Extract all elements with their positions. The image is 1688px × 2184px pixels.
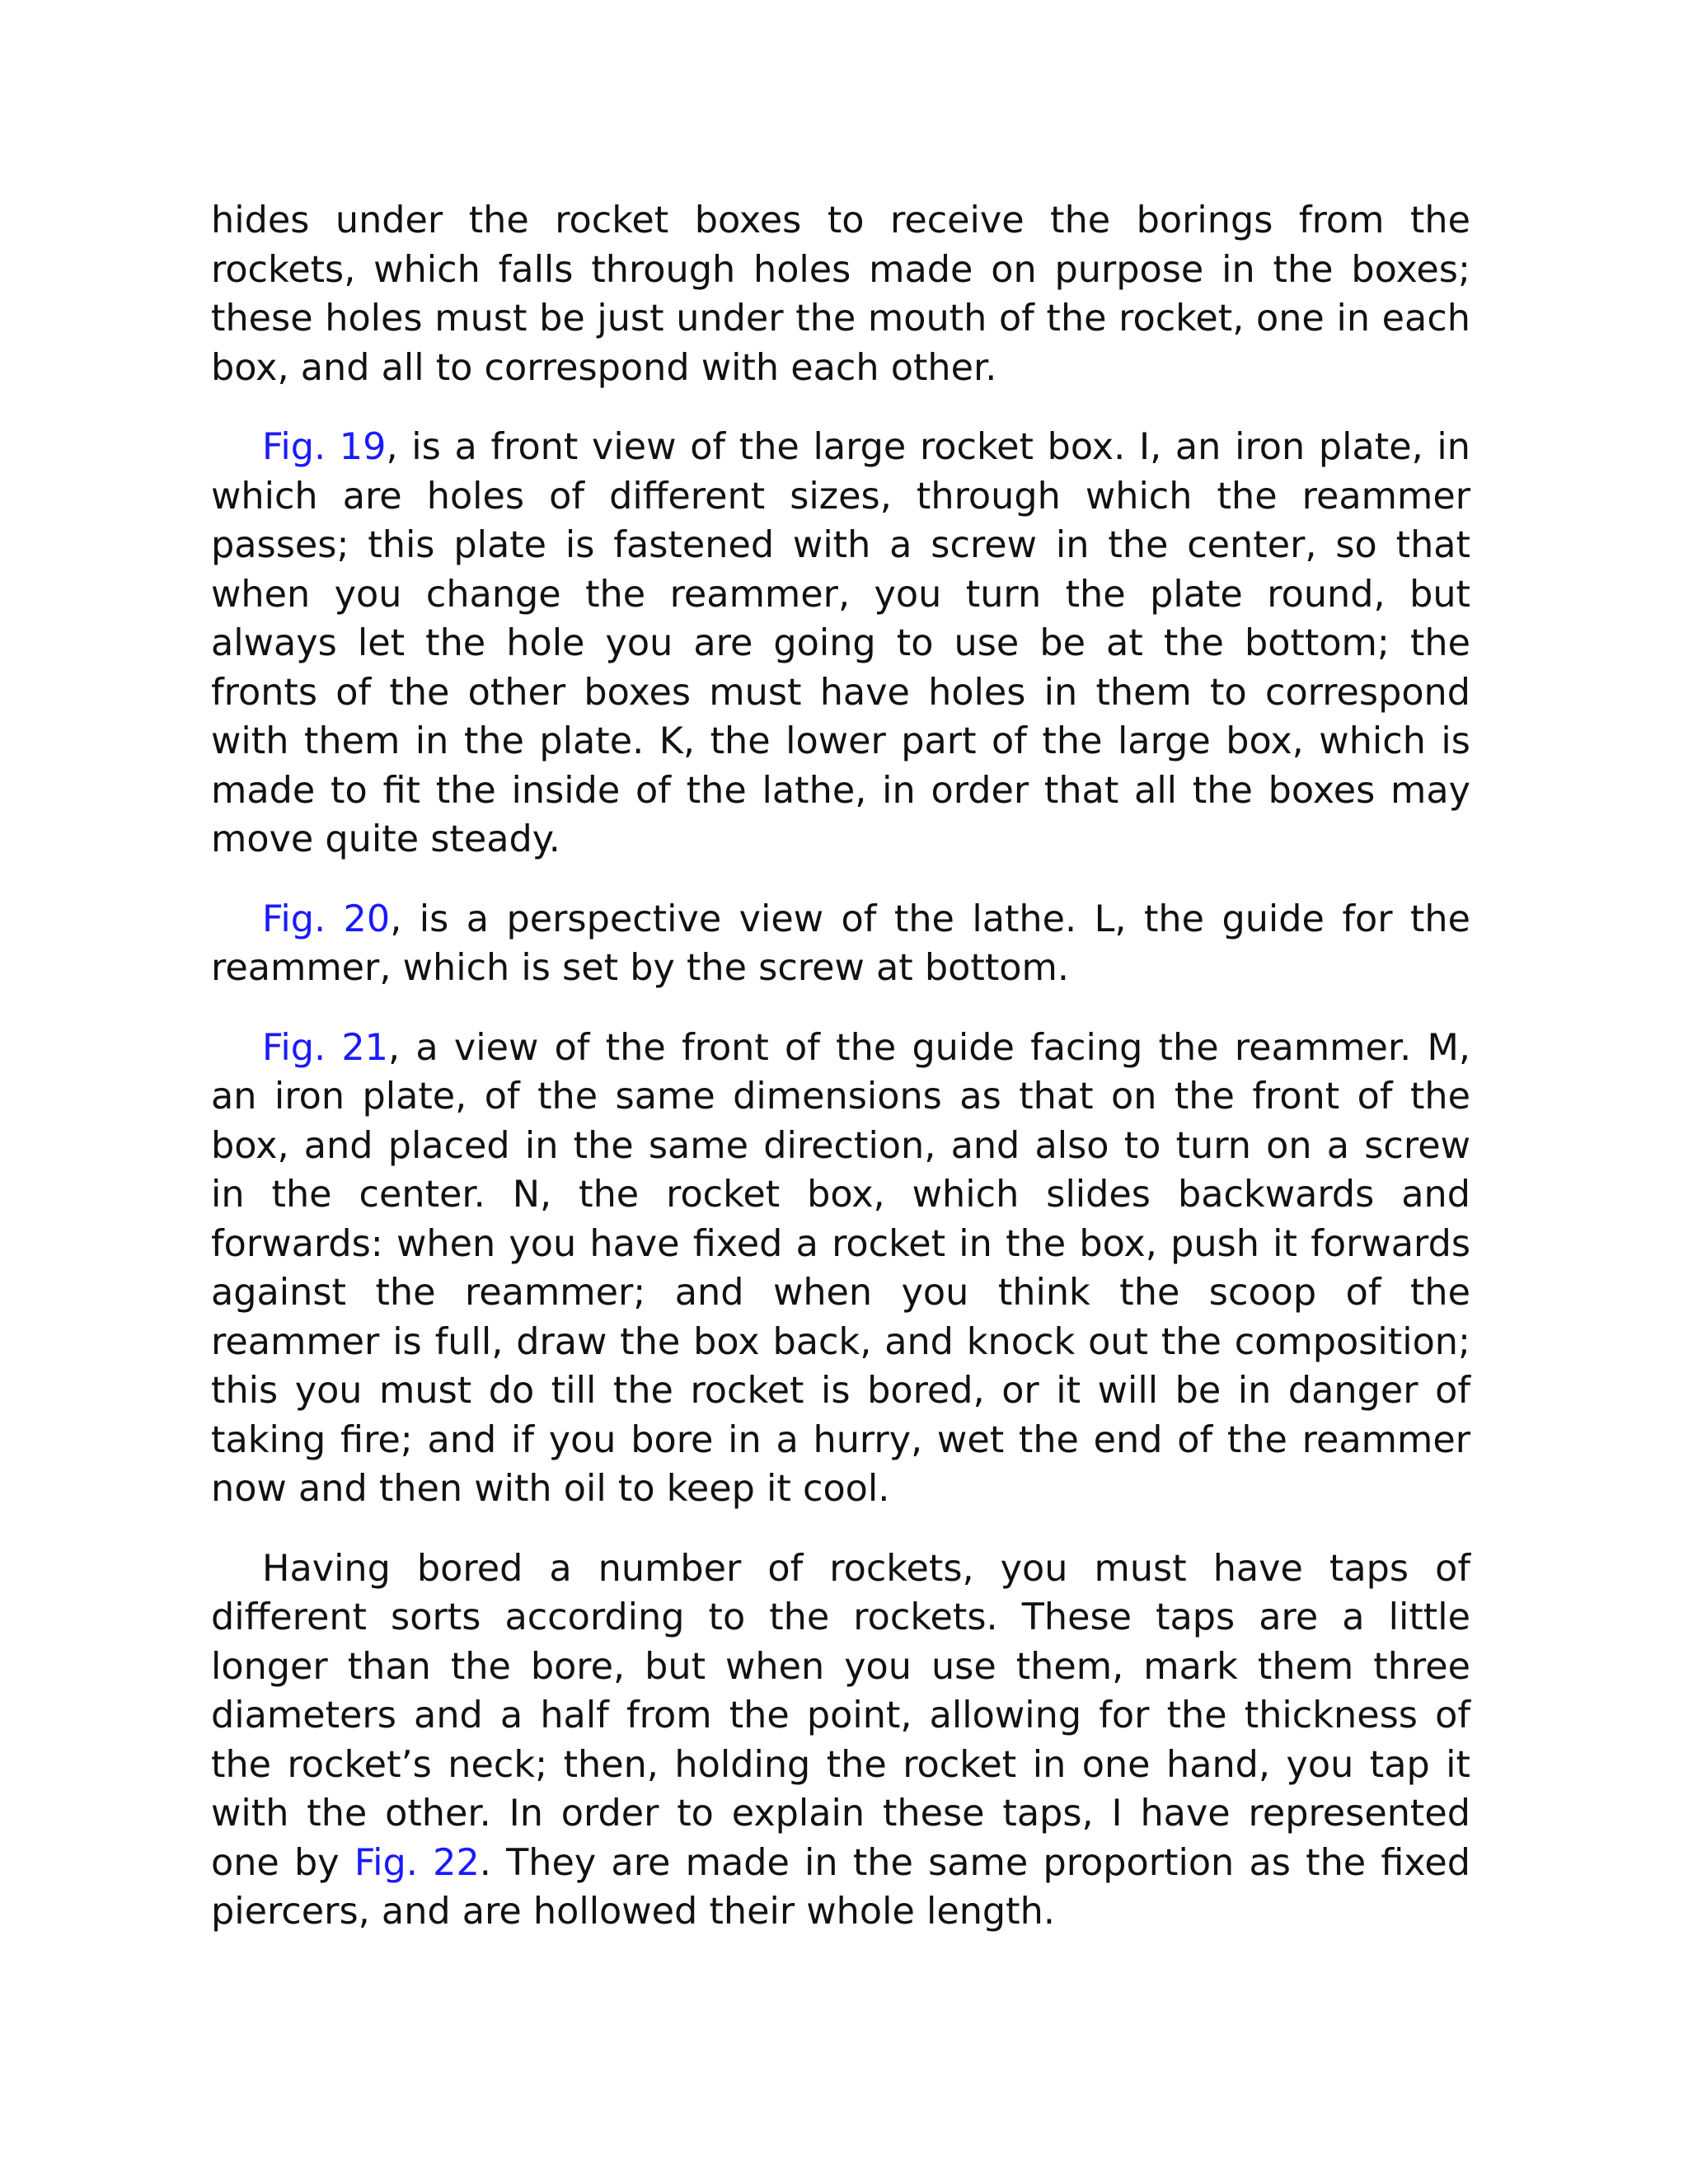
paragraph-text: hides under the rocket boxes to receive the borings from the rockets, which falls through holes made on purpose in the boxes; these holes must be just under the mouth of the rocket, one in each box, and all to correspond with each other. — [211, 199, 1470, 389]
fig-22-link[interactable]: Fig. 22 — [354, 1841, 480, 1884]
paragraph-1 — [211, 196, 1470, 392]
paragraph-4 — [211, 1024, 1470, 1514]
paragraph-text: . They are made in the same proportion as the fixed piercers, and are hollowed their whole length. — [211, 1841, 1470, 1933]
paragraph-text: , a view of the front of the guide facing the reammer. M, an iron plate, of the same dimensions as that on the front of the box, and placed in the same direction, and also to turn on a screw in the center. N, the rocket box, which slides backwards and forwards: when you have fixed a rocket in the box, push it forwards against the reammer; and when you think the scoop of the reammer is full, draw the box back, and knock out the composition; this you must do till the rocket is bored, or it will be in danger of taking fire; and if you bore in a hurry, wet the end of the reammer now and then with oil to keep it cool. — [211, 1026, 1470, 1510]
paragraph-5 — [211, 1544, 1470, 1937]
paragraph-text: Having bored a number of rockets, you must have taps of different sorts according to the rockets. These taps are a little longer than the bore, but when you use them, mark them three diameters and a half from the point, allowing for the thickness of the rocket’s neck; then, holding the rocket in one hand, you tap it with the other. In order to explain these taps, I have represented one by — [211, 1547, 1470, 1884]
fig-20-link[interactable]: Fig. 20 — [262, 898, 391, 940]
paragraph-text: , is a front view of the large rocket box. I, an iron plate, in which are holes of different sizes, through which the reammer passes; this plate is fastened with a screw in the center, so that when you change the reammer, you turn the plate round, but always let the hole you are going to use be at the bottom; the fronts of the other boxes must have holes in them to correspond with them in the plate. K, the lower part of the large box, which is made to fit the inside of the lathe, in order that all the boxes may move quite steady. — [211, 426, 1470, 860]
paragraph-text: , is a perspective view of the lathe. L, the guide for the reammer, which is set by the screw at bottom. — [211, 898, 1470, 989]
fig-19-link[interactable]: Fig. 19 — [262, 426, 387, 468]
paragraph-2 — [211, 423, 1470, 865]
paragraph-3 — [211, 895, 1470, 993]
fig-21-link[interactable]: Fig. 21 — [262, 1026, 388, 1069]
page-body — [211, 196, 1470, 1967]
